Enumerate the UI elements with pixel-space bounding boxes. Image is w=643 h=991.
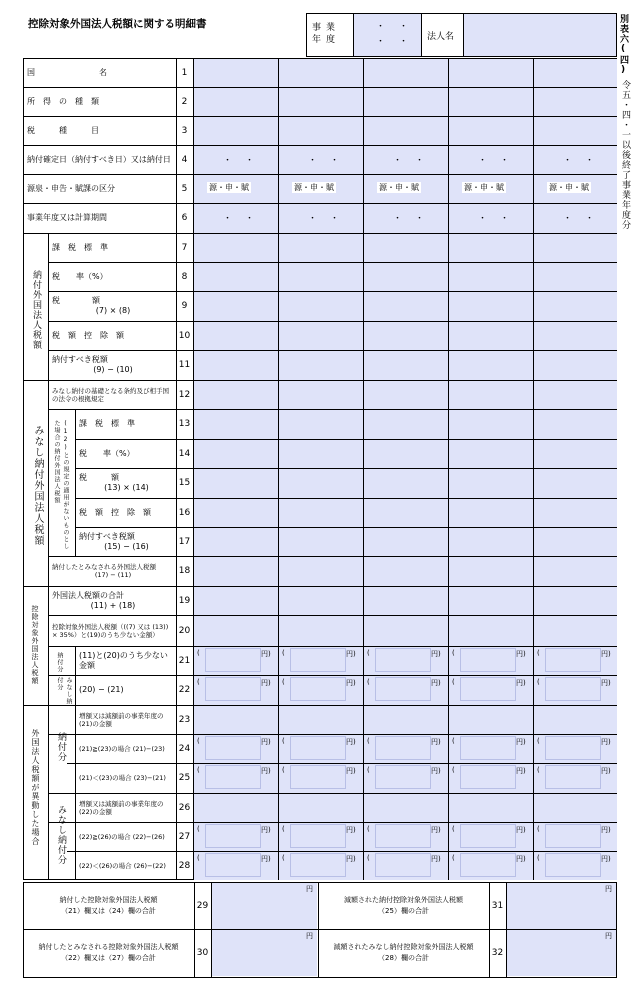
paren-close: 円) [346, 679, 356, 687]
paren-close: 円) [346, 855, 356, 863]
paren-close: 円) [601, 679, 611, 687]
kubun-selector[interactable]: 源・申・賦 [549, 183, 589, 192]
row-number: 3 [181, 125, 188, 136]
row-number: 18 [178, 566, 191, 576]
row-number: 8 [181, 271, 188, 282]
hojin-name-label: 法人名 [427, 32, 455, 42]
paren-close: 円) [261, 679, 271, 687]
row-label-text: 納付確定日（納付すべき日）又は納付日 [27, 154, 171, 164]
paren-close: 円) [601, 767, 611, 775]
date-dot: ・ [308, 214, 318, 224]
summary-label-sub: （25）欄の合計 [378, 907, 429, 915]
paren-open: ( [452, 737, 455, 745]
paren-close: 円) [516, 679, 526, 687]
row-label-text: (20) − (21) [79, 685, 124, 694]
year-dots-upper: ・ [376, 22, 386, 32]
kojo-nofu-label: 納付分 [56, 651, 63, 673]
paren-open: ( [537, 766, 540, 774]
row-label-text: 納付すべき税額 [79, 531, 135, 541]
group-minashi-side-label: (12)との規定の適用がないものとした場合の納付外国法人税額 [53, 420, 69, 550]
row-number: 5 [181, 183, 188, 194]
group-change-label: 外国法人税額が異動した場合 [31, 728, 40, 846]
row-number: 26 [178, 802, 191, 813]
paren-close: 円) [261, 650, 271, 658]
row-number: 11 [178, 360, 191, 370]
date-dot: ・ [393, 156, 403, 166]
paren-close: 円) [601, 738, 611, 746]
row-number: 13 [178, 419, 191, 429]
yen-unit: 円 [306, 932, 313, 940]
paren-open: ( [537, 649, 540, 657]
date-dot: ・ [223, 156, 233, 166]
paren-close: 円) [431, 650, 441, 658]
paren-open: ( [197, 825, 200, 833]
kubun-selector[interactable]: 源・申・賦 [209, 183, 249, 192]
row-label-text: (11)と(20)のうち少ない金額 [79, 650, 168, 670]
paren-close: 円) [431, 826, 441, 834]
paren-open: ( [197, 766, 200, 774]
row-number: 27 [178, 831, 191, 842]
paren-open: ( [197, 678, 200, 686]
paren-open: ( [197, 737, 200, 745]
row-label-text: 税 種 目 [27, 125, 99, 135]
paren-open: ( [367, 825, 370, 833]
date-dot: ・ [478, 214, 488, 224]
kubun-selector[interactable]: 源・申・賦 [464, 183, 504, 192]
summary-label [322, 883, 485, 929]
paren-open: ( [537, 825, 540, 833]
paren-open: ( [452, 854, 455, 862]
summary-amount-field[interactable] [507, 930, 616, 976]
paren-close: 円) [346, 767, 356, 775]
year-dots-lower-2: ・ [399, 37, 409, 47]
row-label-text: 国 名 [27, 67, 107, 77]
paren-open: ( [282, 649, 285, 657]
summary-label-text: 減額されたみなし納付控除対象外国法人税額 [333, 943, 474, 951]
paren-open: ( [452, 766, 455, 774]
kojo-minashi-label: みなし納付分 [56, 677, 72, 705]
paren-close: 円) [346, 738, 356, 746]
row-label-text: 所 得 の 種 類 [27, 96, 99, 106]
row-number: 22 [178, 685, 191, 695]
paren-close: 円) [516, 855, 526, 863]
date-dot: ・ [563, 214, 573, 224]
paren-open: ( [282, 678, 285, 686]
row-label-formula: (17) − (11) [94, 571, 132, 579]
paren-open: ( [367, 766, 370, 774]
row-label-text: 税 額 控 除 額 [79, 507, 151, 517]
row-number: 21 [178, 655, 191, 666]
summary-mid-divider [318, 882, 319, 978]
summary-label-text: 納付したとみなされる控除対象外国法人税額 [38, 943, 179, 951]
paren-open: ( [537, 678, 540, 686]
summary-amount-field[interactable] [212, 930, 317, 976]
date-dot: ・ [415, 156, 425, 166]
paren-close: 円) [516, 826, 526, 834]
paren-close: 円) [431, 679, 441, 687]
row-label-text: (22)＜(26)の場合 (26)−(22) [79, 861, 166, 870]
paren-open: ( [537, 737, 540, 745]
row-label-text: 増額又は減額前の事業年度の(21)の金額 [79, 711, 164, 728]
row-number: 12 [178, 389, 191, 400]
row-label-text: 納付すべき税額 [52, 355, 108, 364]
row-label-formula: (15) − (16) [104, 541, 149, 551]
row-number: 20 [178, 625, 191, 636]
paren-close: 円) [261, 767, 271, 775]
yen-unit: 円 [306, 885, 313, 893]
row-number: 6 [181, 213, 188, 223]
row-number: 4 [181, 154, 188, 165]
paren-open: ( [452, 649, 455, 657]
row-label-text: 課 税 標 準 [79, 419, 135, 428]
summary-label-text: 減額された納付控除対象外国法人税額 [344, 896, 463, 904]
row-number: 16 [178, 507, 191, 518]
date-dot: ・ [478, 156, 488, 166]
date-dot: ・ [330, 156, 340, 166]
row-label-formula: (11) + (18) [90, 600, 136, 610]
row-label-text: (21)≧(23)の場合 (21)−(23) [79, 744, 165, 753]
paren-close: 円) [431, 767, 441, 775]
form-title: 控除対象外国法人税額に関する明細書 [28, 18, 207, 30]
row-number: 14 [178, 448, 191, 459]
row-label-text: 事業年度又は計算期間 [27, 213, 107, 222]
summary-label [27, 883, 190, 929]
row-number: 28 [178, 860, 191, 871]
summary-row-number: 31 [491, 901, 504, 911]
row-label-text: 税 額 控 除 額 [52, 330, 124, 340]
paren-close: 円) [601, 650, 611, 658]
yen-unit: 円 [605, 885, 612, 893]
group-minashi-label: みなし納付外国法人税額 [32, 424, 43, 546]
row-label-text: 税 率（%） [79, 448, 135, 458]
side-note: 令五・四・一以後終了事業年度分 [620, 80, 630, 230]
summary-row-number: 30 [196, 948, 209, 958]
row-label-text: (21)＜(23)の場合 (23)−(21) [79, 774, 166, 782]
date-dot: ・ [585, 214, 595, 224]
group-kojo-label: 控除対象外国法人税額 [31, 605, 39, 685]
kubun-selector[interactable]: 源・申・賦 [379, 183, 419, 192]
paren-close: 円) [516, 650, 526, 658]
row-label-text: 納付したとみなされる外国法人税額 [52, 563, 156, 571]
paren-close: 円) [261, 855, 271, 863]
change-minashi-label: みなし納付分 [56, 805, 66, 865]
row-label-text: 外国法人税額の合計 [52, 590, 124, 600]
date-dot: ・ [585, 156, 595, 166]
paren-open: ( [537, 854, 540, 862]
paren-open: ( [367, 854, 370, 862]
paren-open: ( [367, 649, 370, 657]
row-number: 7 [181, 242, 188, 253]
row-number: 9 [181, 301, 188, 311]
paren-open: ( [282, 737, 285, 745]
date-dot: ・ [245, 214, 255, 224]
paren-open: ( [367, 737, 370, 745]
row-label-text: 控除対象外国法人税額（((7) 又は (13)) × 35%）と(19)のうち少ない金額） [52, 622, 169, 639]
paren-close: 円) [601, 826, 611, 834]
summary-row-number: 32 [491, 948, 504, 958]
row-number: 1 [181, 67, 188, 78]
date-dot: ・ [500, 214, 510, 224]
row-label-formula: (13) × (14) [104, 483, 149, 492]
paren-open: ( [282, 766, 285, 774]
paren-open: ( [452, 678, 455, 686]
row-label-text: 税 額 [79, 473, 119, 482]
row-number: 23 [178, 714, 191, 725]
paren-open: ( [197, 854, 200, 862]
summary-amount-field[interactable] [212, 883, 317, 929]
paren-open: ( [367, 678, 370, 686]
paren-open: ( [452, 825, 455, 833]
date-dot: ・ [393, 214, 403, 224]
row-label-text: 税 率（%） [52, 271, 108, 281]
date-dot: ・ [245, 156, 255, 166]
paren-open: ( [197, 649, 200, 657]
row-number: 15 [178, 478, 191, 488]
summary-label [27, 930, 190, 976]
paren-close: 円) [346, 826, 356, 834]
date-dot: ・ [563, 156, 573, 166]
group-nofu-label: 納付外国法人税額 [31, 270, 41, 350]
row-number: 17 [178, 536, 191, 547]
kubun-selector[interactable]: 源・申・賦 [294, 183, 334, 192]
row-label-text: みなし納付の基礎となる条約及び相手国の法令の根拠規定 [52, 386, 169, 403]
summary-amount-field[interactable] [507, 883, 616, 929]
paren-close: 円) [601, 855, 611, 863]
summary-row-number: 29 [196, 901, 209, 911]
paren-close: 円) [261, 738, 271, 746]
paren-close: 円) [516, 767, 526, 775]
year-dots-lower: ・ [376, 37, 386, 47]
row-number: 24 [178, 743, 191, 754]
summary-label-sub: （21）欄又は（24）欄の合計 [61, 907, 156, 915]
date-dot: ・ [223, 214, 233, 224]
date-dot: ・ [415, 214, 425, 224]
row-number: 10 [178, 330, 191, 341]
paren-close: 円) [516, 738, 526, 746]
yen-unit: 円 [605, 932, 612, 940]
row-label-formula: (7) × (8) [95, 306, 131, 315]
paren-open: ( [282, 854, 285, 862]
summary-label [322, 930, 485, 976]
row-label-text: 増額又は減額前の事業年度の(22)の金額 [79, 799, 164, 816]
row-number: 2 [181, 96, 188, 107]
row-number: 25 [178, 773, 191, 783]
row-label-text: 源泉・申告・賦課の区分 [27, 183, 115, 193]
change-nofu-label: 納付分 [56, 732, 66, 762]
paren-close: 円) [431, 855, 441, 863]
paren-open: ( [282, 825, 285, 833]
row-label-text: (22)≧(26)の場合 (22)−(26) [79, 832, 165, 841]
date-dot: ・ [500, 156, 510, 166]
summary-label-sub: （28）欄の合計 [378, 954, 429, 962]
date-dot: ・ [330, 214, 340, 224]
jigyo-nendo-label: 事業年度 [312, 23, 341, 45]
row-number: 19 [178, 595, 191, 606]
row-label-formula: (9) − (10) [93, 365, 133, 374]
paren-close: 円) [431, 738, 441, 746]
paren-close: 円) [261, 826, 271, 834]
year-dots-upper-2: ・ [399, 22, 409, 32]
row-label-text: 税 額 [52, 296, 100, 305]
summary-label-text: 納付した控除対象外国法人税額 [59, 896, 158, 904]
row-label-text: 課 税 標 準 [52, 242, 108, 252]
form-number: 別表六(四) [618, 14, 628, 76]
paren-close: 円) [346, 650, 356, 658]
summary-label-sub: （22）欄又は（27）欄の合計 [61, 954, 156, 962]
date-dot: ・ [308, 156, 318, 166]
